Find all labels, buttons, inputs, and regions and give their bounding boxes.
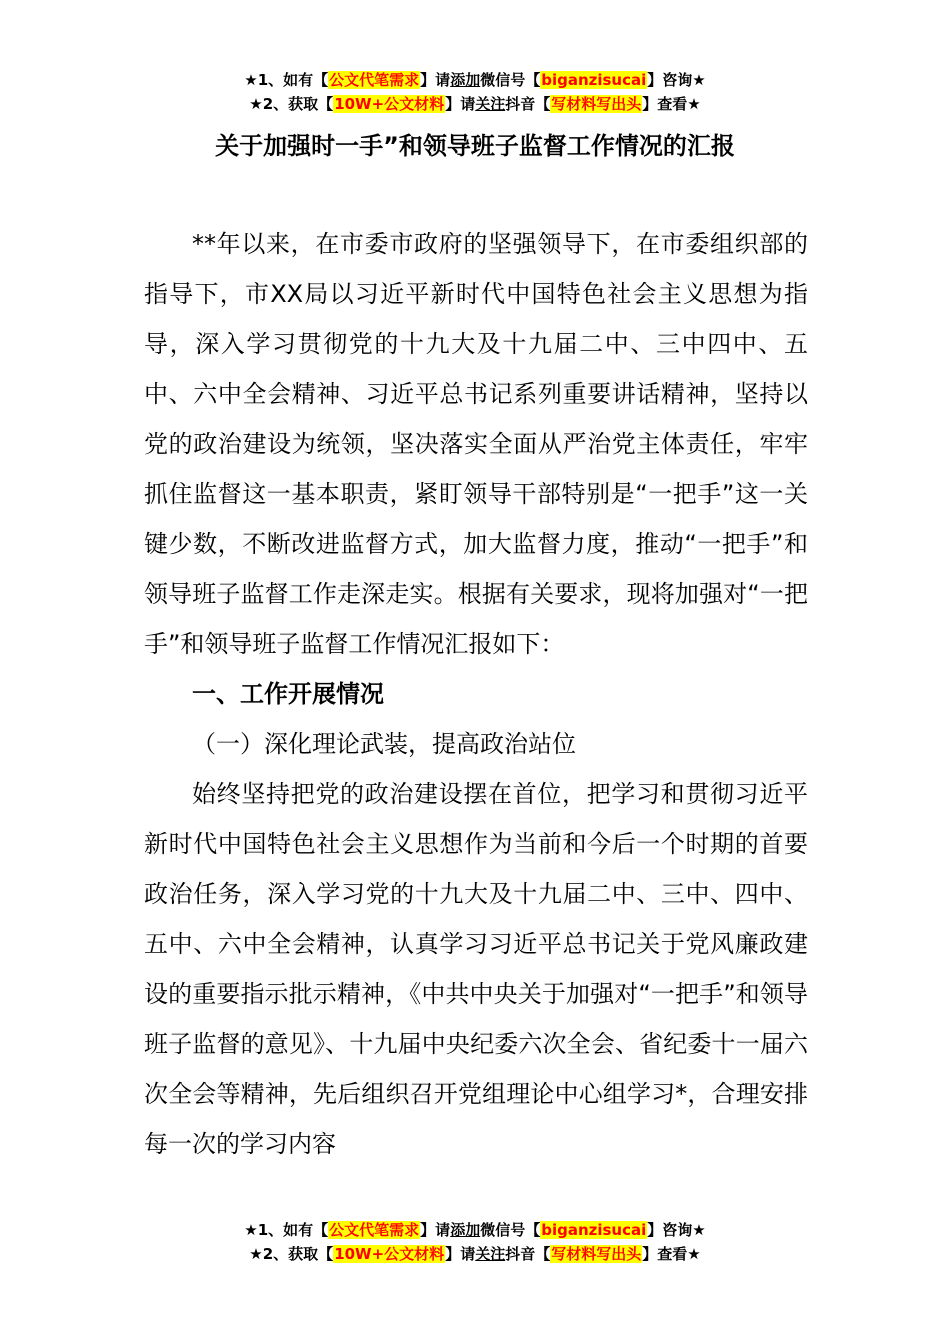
promo-footer [0,1218,950,1266]
promo-line-1 [0,1218,950,1242]
promo-underline-follow: 关注 [475,1245,506,1263]
promo-text: 抖音【 [505,1245,551,1263]
promo-highlight-wechat-id: biganzisucai [541,1221,647,1239]
section-heading: 一、工作开展情况 [192,680,384,708]
promo-highlight-service: 公文代笔需求 [329,71,420,89]
promo-text: ★1、如有【 [244,71,329,89]
promo-text: 】咨询★ [647,71,706,89]
promo-highlight-douyin: 写材料写出头 [551,95,642,113]
promo-highlight-service: 公文代笔需求 [329,1221,420,1239]
promo-text: 】咨询★ [647,1221,706,1239]
promo-line-1 [0,68,950,92]
promo-text: 】查看★ [642,95,701,113]
promo-text: ★2、获取【 [249,1245,334,1263]
intro-paragraph: **年以来，在市委市政府的坚强领导下，在市委组织部的指导下，市XX局以习近平新时代中国特色社会主义思想为指导，深入学习贯彻党的十九大及十九届二中、三中四中、五中、六中全会精神、习近平总书记系列重要讲话精神，坚持以党的政治建设为统领，坚决落实全面从严治党主体责任，牢牢抓住监督这一基本职责，紧盯领导干部特别是“一把手”这一关键少数，不断改进监督方式，加大监督力度，推动“一把手”和领导班子监督工作走深走实。根据有关要求，现将加强对“一把手”和领导班子监督工作情况汇报如下： [144,230,808,658]
promo-text: ★2、获取【 [249,95,334,113]
promo-text: 】请 [445,95,476,113]
promo-text: 】查看★ [642,1245,701,1263]
promo-header [0,68,950,116]
document-body [144,219,808,1169]
promo-text: 】请 [445,1245,476,1263]
document-title: 关于加强时一手”和领导班子监督工作情况的汇报 [215,132,735,160]
promo-text: 微信号【 [480,71,541,89]
promo-highlight-douyin: 写材料写出头 [551,1245,642,1263]
promo-line-2 [0,1242,950,1266]
promo-highlight-wechat-id: biganzisucai [541,71,647,89]
subsection-heading: （一）深化理论武装，提高政治站位 [192,730,576,758]
promo-text: 】请 [420,71,451,89]
promo-text: 微信号【 [480,1221,541,1239]
promo-highlight-materials: 10W+公文材料 [334,95,445,113]
promo-text: ★1、如有【 [244,1221,329,1239]
promo-underline-follow: 关注 [475,95,506,113]
subsection-paragraph: 始终坚持把党的政治建设摆在首位，把学习和贯彻习近平新时代中国特色社会主义思想作为当前和今后一个时期的首要政治任务，深入学习党的十九大及十九届二中、三中、四中、五中、六中全会精神，认真学习习近平总书记关于党风廉政建设的重要指示批示精神，《中共中央关于加强对“一把手”和领导班子监督的意见》、十九届中央纪委六次全会、省纪委十一届六次全会等精神，先后组织召开党组理论中心组学习*，合理安排每一次的学习内容 [144,780,808,1158]
promo-underline-add: 添加 [450,71,481,89]
promo-underline-add: 添加 [450,1221,481,1239]
promo-line-2 [0,92,950,116]
promo-text: 】请 [420,1221,451,1239]
promo-text: 抖音【 [505,95,551,113]
promo-highlight-materials: 10W+公文材料 [334,1245,445,1263]
